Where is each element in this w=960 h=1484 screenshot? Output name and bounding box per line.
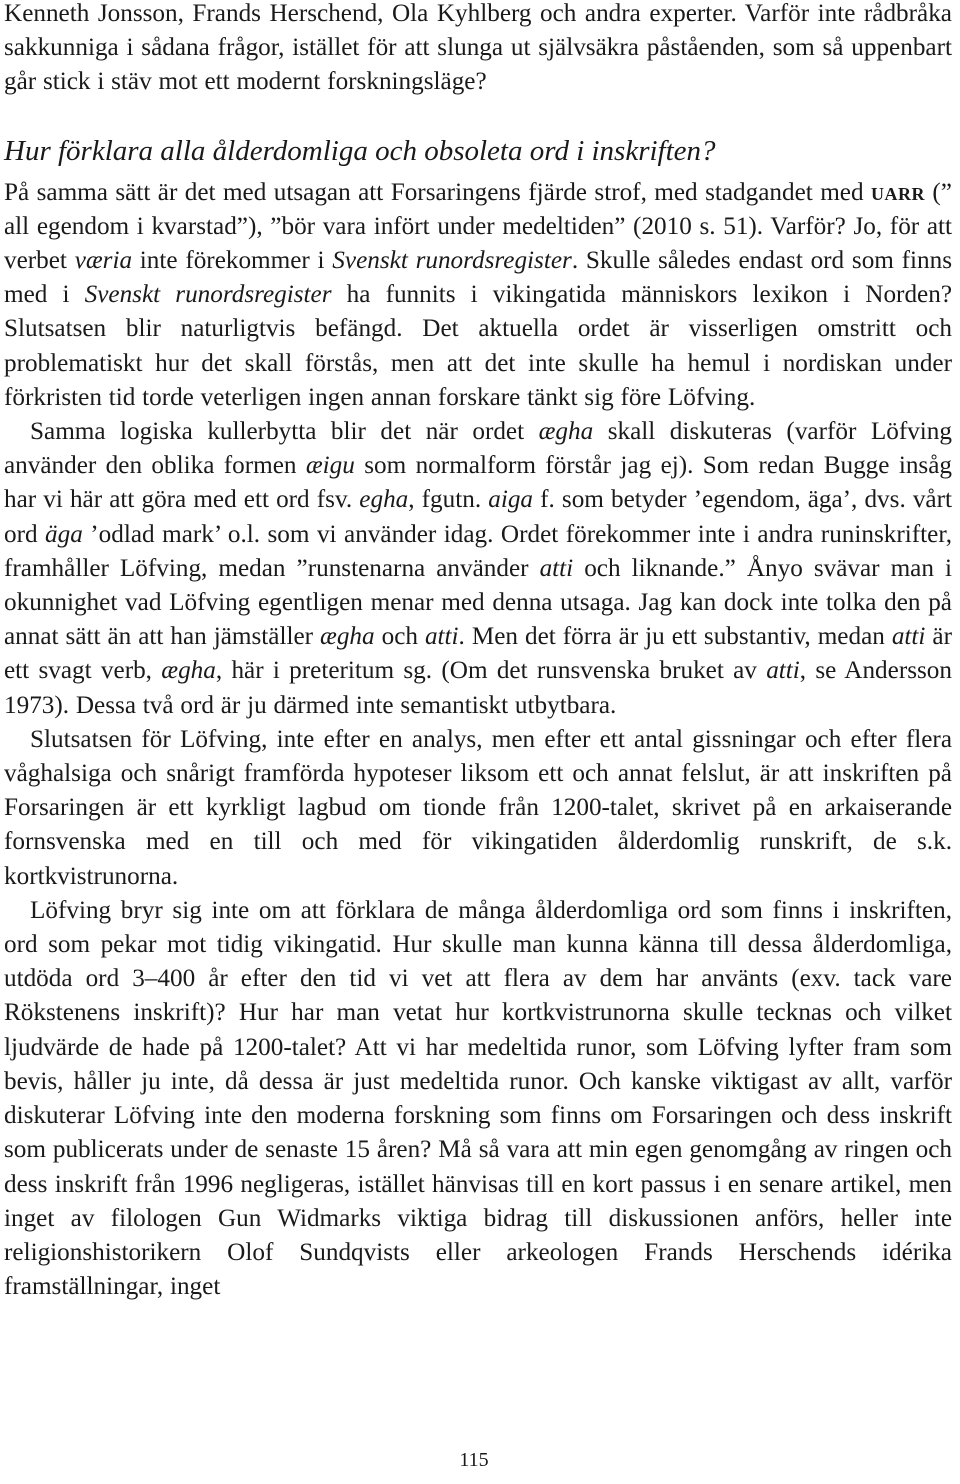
text-run: , se Andersson 1973). Dessa två ord är ju därmed inte semantiskt utbytbara. xyxy=(4,657,952,719)
intro-paragraph: Kenneth Jonsson, Frands Herschend, Ola Kyhlberg och andra experter. Varför inte rådbråka sakkunniga i sådana frågor, istället för att slunga ut självsäkra påståenden, som så uppenbart går stick i stäv mot ett modernt forskningsläge? xyxy=(4,0,952,96)
italic-term: aiga xyxy=(488,486,534,514)
text-run: , fgutn. xyxy=(408,486,489,514)
text-run: inte förekommer i xyxy=(132,247,333,275)
text-run: (” all egendom i kvarstad”), ”bör vara infört under medeltiden” (2010 s. 51). Varför? Jo, för att verbet xyxy=(4,178,952,275)
text-run: och liknande.” Ånyo svävar man i okunnighet vad Löfving egentligen menar med denna utsaga. Jag kan dock inte tolka den på annat sätt än att han jämställer xyxy=(4,554,952,651)
italic-term: væria xyxy=(74,247,133,275)
section-heading: Hur förklara alla ålderdomliga och obsoleta ord i inskriften? xyxy=(4,134,716,167)
text-run: ’odlad mark’ o.l. som vi använder idag. Ordet förekommer inte i andra runinskrifter, framhåller Löfving, medan ”runstenarna använder xyxy=(4,520,952,582)
text-run: , här i preteritum sg. (Om det runsvenska bruket av xyxy=(215,657,767,685)
italic-term: ægha xyxy=(538,418,594,446)
italic-term: Svenskt runordsregister xyxy=(332,247,572,275)
text-run: Samma logiska kullerbytta blir det när ordet xyxy=(30,418,539,446)
runic-term: uarr xyxy=(871,178,925,206)
italic-term: atti xyxy=(766,657,800,685)
italic-term: æigu xyxy=(305,452,355,480)
body-paragraph xyxy=(4,723,952,894)
body-paragraph xyxy=(4,415,952,723)
body-paragraph xyxy=(4,176,952,415)
italic-term: ægha xyxy=(320,623,375,651)
text-run: och xyxy=(374,623,425,651)
italic-term: ægha xyxy=(161,657,216,685)
text-run: ha funnits i vikingatida människors lexikon i Norden? Slutsatsen blir naturligtvis befängd. Det aktuella ordet är visserligen omstritt och problematiskt hur det skall förstås, men att det inte skulle ha hemul i nordiskan under förkristen tid torde veterligen ingen annan forskare tänkt sig före Löfving. xyxy=(4,281,952,411)
text-run: . Skulle således endast ord som finns med i xyxy=(4,247,952,309)
italic-term: atti xyxy=(424,623,459,651)
text-run: är ett svagt verb, xyxy=(4,623,952,685)
text-run: Slutsatsen för Löfving, inte efter en analys, men efter ett antal gissningar och efter flera våghalsiga och snårigt framförda hypoteser liksom ett och annat felslut, är att inskriften på Forsaringen är ett kyrkligt lagbud om tionde från 1200-talet, skrivet på en arkaiserande fornsvenska med en till och med för vikingatiden ålderdomlig runskrift, de s.k. kortkvistrunorna. xyxy=(4,725,952,890)
page-number: 115 xyxy=(459,1449,489,1471)
italic-term: Svenskt runordsregister xyxy=(84,281,332,309)
italic-term: egha xyxy=(359,486,409,514)
italic-term: atti xyxy=(891,623,926,651)
italic-term: atti xyxy=(539,554,574,582)
italic-term: äga xyxy=(45,520,83,548)
text-run: På samma sätt är det med utsagan att Forsaringens fjärde strof, med stadgandet med xyxy=(4,178,871,206)
text-run: skall diskuteras (varför Löfving använder den oblika formen xyxy=(4,418,952,480)
body-paragraph xyxy=(4,894,952,1304)
document-page xyxy=(4,0,952,1304)
text-run: . Men det förra är ju ett substantiv, medan xyxy=(458,623,892,651)
text-run: Löfving bryr sig inte om att förklara de många ålderdomliga ord som finns i inskriften, ord som pekar mot tidig vikingatid. Hur skulle man kunna känna till dessa ålderdomliga, utdöda ord 3–400 år efter den tid vi vet att flera av dem har använts (exv. tack vare Rökstenens inskrift)? Hur har man vetat hur kortkvistrunorna skulle tecknas och vilket ljudvärde de hade på 1200-talet? Att vi har medeltida runor, som Löfving lyfter fram som bevis, håller ju inte, då dessa är just medeltida runor. Och kanske viktigast av allt, varför diskuterar Löfving inte den moderna forskning som finns om Forsaringen och dess inskrift som publicerats under de senaste 15 åren? Må så vara att min egen genomgång av ringen och dess inskrift från 1996 negligeras, istället hänvisas till en kort passus i en senare artikel, men inget av filologen Gun Widmarks viktiga bidrag till diskussionen anförs, heller inte religionshistorikern Olof Sundqvists eller arkeologen Frands Herschends idérika framställningar, inget xyxy=(4,896,952,1301)
text-run: som normalform förstår jag ej). Som redan Bugge insåg har vi här att göra med ett ord fsv. xyxy=(4,452,952,514)
text-run: f. som betyder ’egendom, äga’, dvs. vårt ord xyxy=(4,486,952,548)
